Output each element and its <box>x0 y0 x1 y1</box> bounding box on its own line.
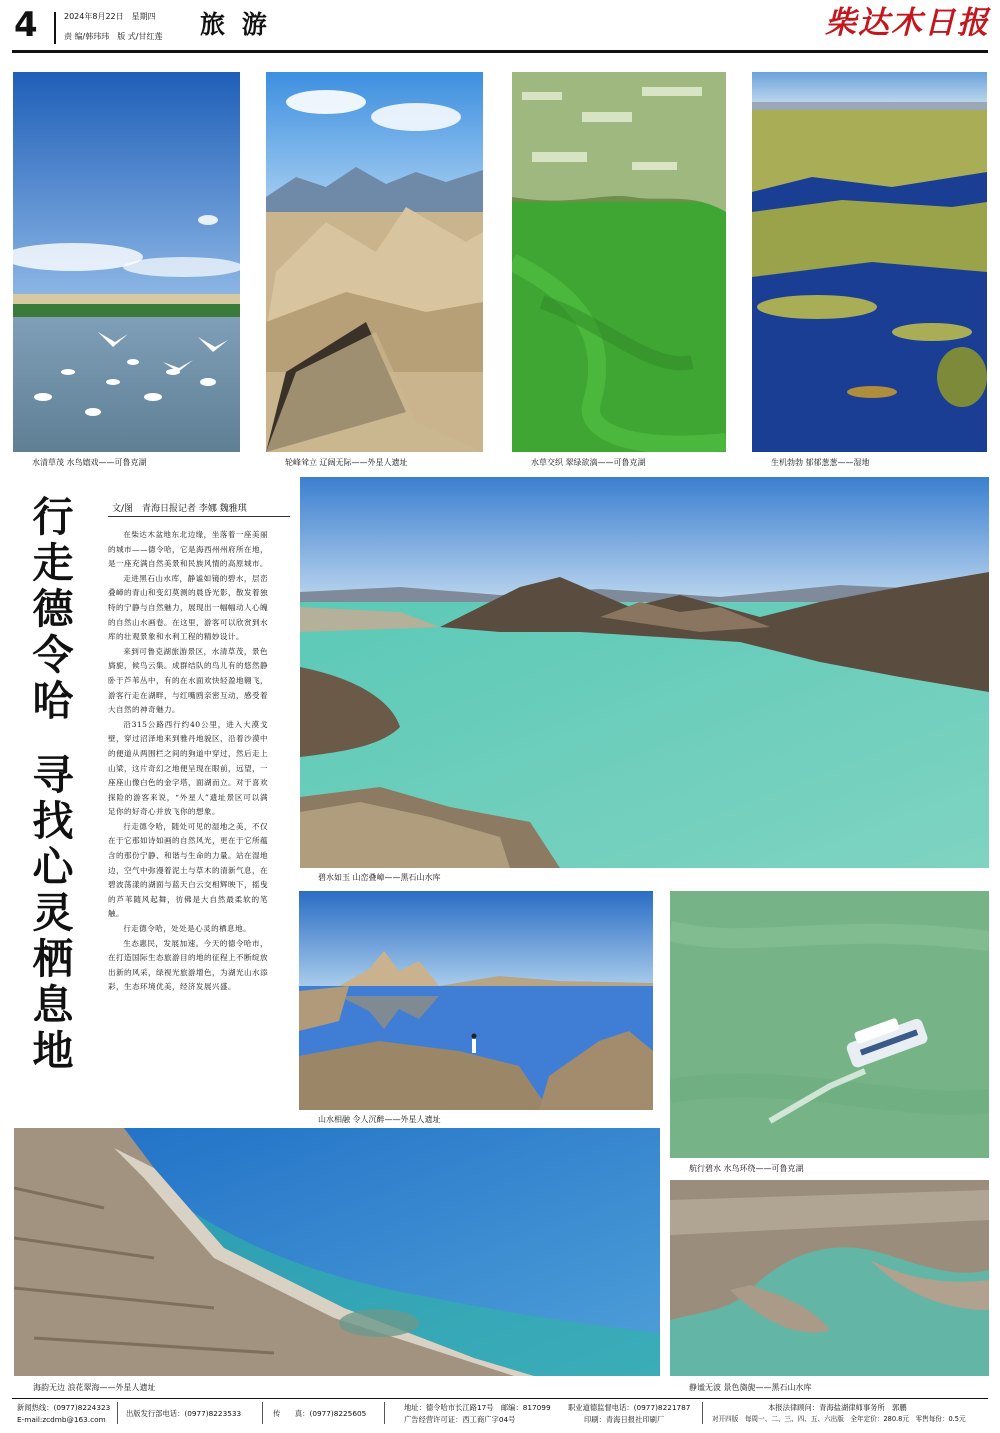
caption-yardang-peaks: 轮峰耸立 辽阔无际——外星人遗址 <box>285 458 408 467</box>
byline-rule <box>108 516 290 517</box>
page-header <box>0 0 1000 56</box>
footer-email: E-mail:zcdmb@163.com <box>17 1415 106 1424</box>
caption-wetland: 生机勃勃 郁郁葱葱——湿地 <box>771 458 870 467</box>
photo-coastline-aerial <box>14 1128 660 1376</box>
caption-boat-lake: 航行碧水 水鸟环绕——可鲁克湖 <box>689 1164 804 1173</box>
headline-char: 地 <box>32 1027 74 1075</box>
footer-legal: 本报法律顾问：青海盐湖律师事务所 郭鹏 <box>768 1403 907 1412</box>
footer-divider <box>262 1402 263 1424</box>
byline: 文/图 青海日报记者 李娜 魏雅琪 <box>112 504 247 514</box>
article-paragraph: 在柴达木盆地东北边缘，坐落着一座美丽的城市——德令哈，它是海西州州府所在地，是一座充满自然美景和民族风情的高原城市。 <box>108 530 268 569</box>
footer-ad-license: 广告经营许可证：西工商广字04号 <box>404 1415 516 1424</box>
headline-char: 寻 <box>32 751 74 799</box>
caption-reservoir-aerial: 碧水如玉 山峦叠嶂——黑石山水库 <box>318 873 441 882</box>
footer-divider <box>384 1402 385 1424</box>
caption-coastline-aerial: 海韵无边 浪花翠海——外星人遗址 <box>33 1383 156 1392</box>
photo-mountain-reflection <box>299 891 653 1110</box>
headline-char: 灵 <box>32 889 74 937</box>
headline-char: 德 <box>32 585 74 633</box>
photo-reservoir-shore <box>670 1180 989 1376</box>
caption-lake-birds: 水清草茂 水鸟嬉戏——可鲁克湖 <box>32 458 147 467</box>
headline-char: 息 <box>32 981 74 1029</box>
photo-yardang-peaks <box>266 72 483 452</box>
headline <box>30 494 86 1074</box>
headline-char: 令 <box>32 631 74 679</box>
footer-fax: 传 真：(0977)8225605 <box>273 1409 367 1418</box>
headline-gap <box>30 724 86 752</box>
footer-printer: 印刷：青海日报社印刷厂 <box>584 1415 665 1424</box>
issue-date: 2024年8月22日 星期四 <box>64 12 156 21</box>
footer-ethics-phone: 职业道德监督电话：(0977)8221787 <box>568 1403 691 1412</box>
footer-circulation: 出版发行部电话：(0977)8223533 <box>126 1409 242 1418</box>
footer-divider <box>702 1402 703 1424</box>
caption-green-waters: 水草交织 翠绿欲滴——可鲁克湖 <box>531 458 646 467</box>
footer-pricing: 对开四版 每周一、二、三、四、五、六出版 全年定价：280.8元 零售每份：0.5元 <box>712 1415 966 1423</box>
photo-lake-birds <box>13 72 240 452</box>
caption-mountain-reflection: 山水相融 令人沉醉——外星人遗址 <box>318 1115 441 1124</box>
footer-divider <box>117 1402 118 1424</box>
header-divider <box>54 12 56 44</box>
footer-rule <box>12 1398 988 1399</box>
footer-address: 地址：德令哈市长江路17号 邮编：817099 <box>404 1403 551 1412</box>
headline-char: 走 <box>32 539 74 587</box>
photo-boat-lake <box>670 891 989 1158</box>
article-paragraph: 生态惠民，发展加速。今天的德令哈市，在打造国际生态旅游目的地的征程上不断绽放出新的风采，绿视光旅游增色，为湖光山水添彩，生态环境优美，经济发展兴盛。 <box>108 938 268 992</box>
headline-char: 栖 <box>32 935 74 983</box>
editor-credits: 责 编/韩玮玮 版 式/甘红莲 <box>64 32 163 41</box>
article-paragraph: 行走德令哈，处处是心灵的栖息地。 <box>123 924 252 934</box>
article-paragraph: 沿315公路西行约40公里，进入大漠戈壁，穿过沼泽地来到雅丹地貌区，沿着沙漠中的便道从两围栏之间的狗道中穿过，然后走上山梁，这片奇幻之地便呈现在眼前，远望，一座座山像白色的金字塔，面湖而立。对于喜欢探险的游客来说，“外星人”遗址景区可以满足你的好奇心并放飞你的想象。 <box>108 719 268 817</box>
header-rule <box>12 50 988 53</box>
headline-char: 行 <box>32 493 74 541</box>
section-title: 旅 游 <box>200 10 271 39</box>
headline-char: 找 <box>32 797 74 845</box>
article-paragraph: 来到可鲁克湖旅游景区，水清草茂，景色旖旎，候鸟云集。成群结队的鸟儿有的悠然静卧于芦苇丛中，有的在水面欢快轻盈地翱飞，游客行走在湖畔，与红嘴鸥亲密互动，感受着大自然的神奇魅力。 <box>108 646 268 715</box>
photo-green-waters <box>512 72 726 452</box>
photo-reservoir-aerial <box>300 477 989 868</box>
article-paragraph: 行走德令哈，随处可见的湿地之美，不仅在于它那如诗如画的自然风光，更在于它所蕴含的那份宁静、和谐与生命的力量。站在湿地边，空气中弥漫着泥土与草木的清新气息，在碧波荡漾的湖面与蓝天白云交相辉映下，摇曳的芦苇随风起舞，彷佛是大自然最柔软的笔触。 <box>108 821 268 919</box>
article-body <box>108 528 268 995</box>
footer-hotline: 新闻热线：(0977)8224323 <box>17 1403 111 1412</box>
article-paragraph: 走进黑石山水库，静谧如镜的碧水，层峦叠嶂的青山和变幻莫测的晨昏光影，散发着独特的宁静与自然魅力，展现出一幅幅动人心魄的自然山水画卷。在这里，游客可以欣赏到水库的壮观景象和水利工程的精妙设计。 <box>108 573 268 642</box>
page-number: 4 <box>14 5 38 45</box>
photo-wetland <box>752 72 987 452</box>
newspaper-masthead: 柴达木日报 <box>825 5 990 41</box>
headline-char: 心 <box>32 843 74 891</box>
headline-char: 哈 <box>32 677 74 725</box>
caption-reservoir-shore: 静谧无波 景色旖旎——黑石山水库 <box>689 1383 812 1392</box>
